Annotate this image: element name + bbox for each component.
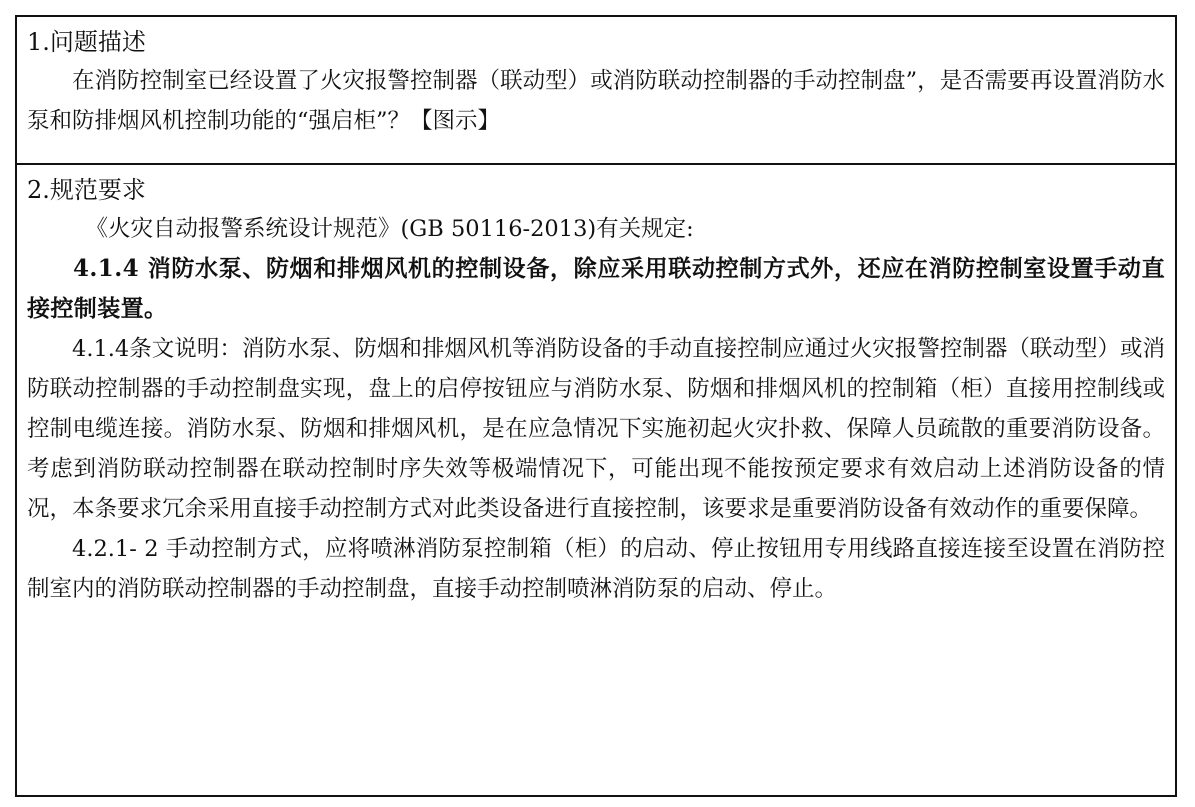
clause-4-1-4: 4.1.4 消防水泵、防烟和排烟风机的控制设备，除应采用联动控制方式外，还应在消防控制室设置手动直接控制装置。 — [27, 255, 1165, 322]
standard-reference: 《火灾自动报警系统设计规范》(GB 50116-2013)有关规定: — [85, 216, 694, 242]
clause-4-2-1-2: 4.2.1- 2 手动控制方式，应将喷淋消防泵控制箱（柜）的启动、停止按钮用专用线路直接连接至设置在消防控制室内的消防联动控制器的手动控制盘，直接手动控制喷淋消防泵的启动、停止。 — [27, 536, 1165, 602]
document-table — [15, 15, 1177, 797]
section-title-specification: 2.规范要求 — [27, 176, 146, 204]
problem-paragraph: 在消防控制室已经设置了火灾报警控制器（联动型）或消防联动控制器的手动控制盘”，是否需要再设置消防水泵和防排烟风机控制功能的“强启柜”？【图示】 — [27, 68, 1165, 134]
section-title-problem: 1.问题描述 — [27, 28, 146, 56]
clause-4-1-4-explanation: 4.1.4条文说明：消防水泵、防烟和排烟风机等消防设备的手动直接控制应通过火灾报警控制器（联动型）或消防联动控制器的手动控制盘实现，盘上的启停按钮应与消防水泵、防烟和排烟风机的控制箱（柜）直接用控制线或控制电缆连接。消防水泵、防烟和排烟风机，是在应急情况下实施初起火灾扑救、保障人员疏散的重要消防设备。考虑到消防联动控制器在联动控制时序失效等极端情况下，可能出现不能按预定要求有效启动上述消防设备的情况，本条要求冗余采用直接手动控制方式对此类设备进行直接控制，该要求是重要消防设备有效动作的重要保障。 — [27, 336, 1165, 522]
problem-description-section — [17, 17, 1175, 163]
specification-section — [17, 163, 1175, 795]
